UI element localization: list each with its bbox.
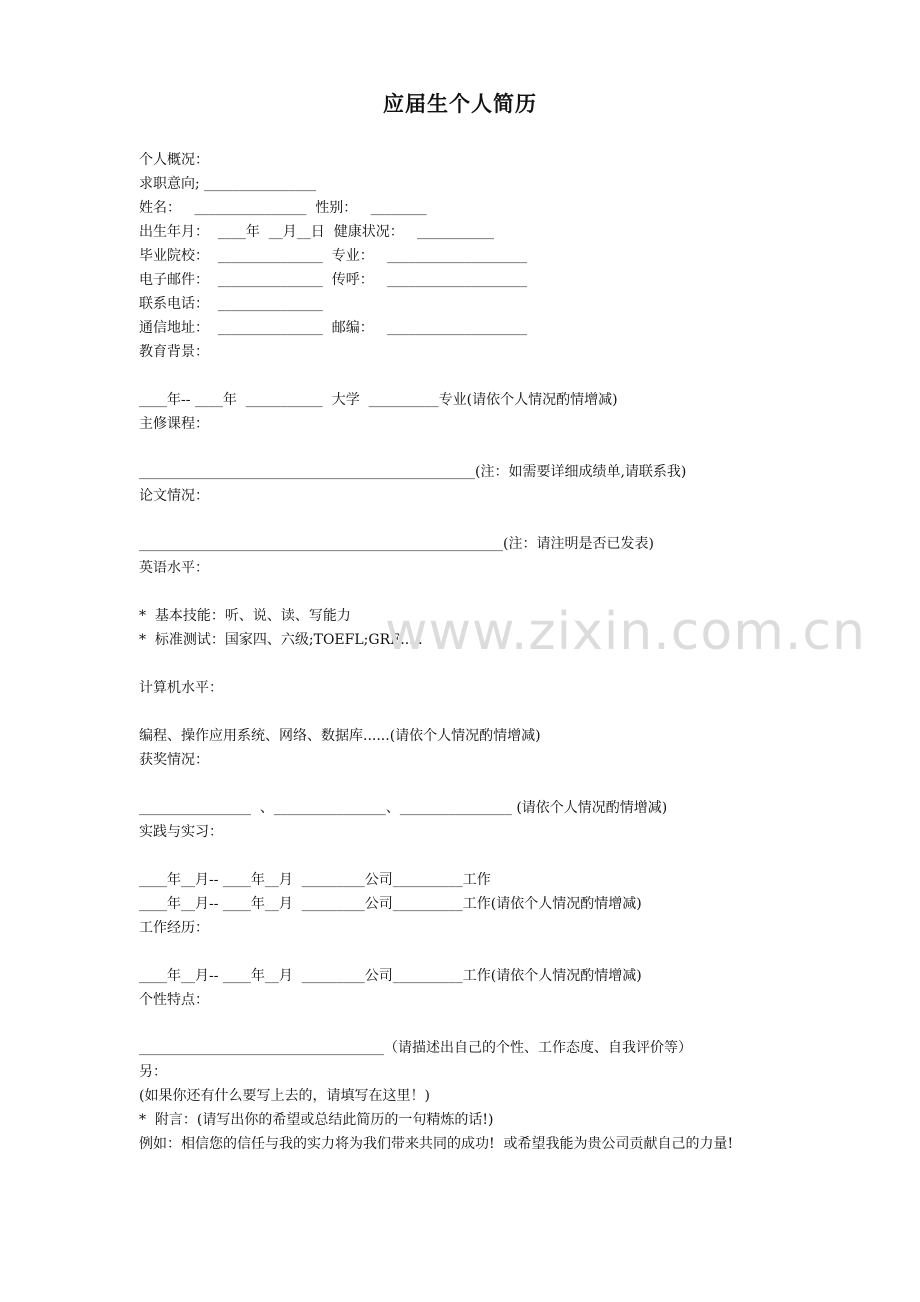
personality-entry: ___________________________________（请描述出自己的个性、工作态度、自我评价等） xyxy=(139,1040,692,1056)
section-heading-computer: 计算机水平： xyxy=(139,680,223,696)
section-heading-education: 教育背景： xyxy=(139,344,209,360)
practice-entry: ____年__月-- ____年__月 _________公司__________工作 xyxy=(139,872,491,888)
practice-entry: ____年__月-- ____年__月 _________公司__________工作(请依个人情况酌情增减) xyxy=(139,896,642,912)
field-birth-health: 出生年月： ____年 __月__日 健康状况： ___________ xyxy=(139,224,495,240)
section-heading-personality: 个性特点： xyxy=(139,992,209,1008)
section-heading-awards: 获奖情况： xyxy=(139,752,209,768)
section-heading-practice: 实践与实习： xyxy=(139,824,223,840)
document-title: 应届生个人简历 xyxy=(383,92,537,116)
awards-entry: ________________ 、________________、________________ (请依个人情况酌情增减) xyxy=(139,800,668,816)
watermark: www.zixin.com.cn xyxy=(385,602,866,662)
section-heading-work: 工作经历： xyxy=(139,920,209,936)
section-heading-courses: 主修课程： xyxy=(139,416,209,432)
thesis-entry: ____________________________________________________(注：请注明是否已发表) xyxy=(139,536,654,552)
field-job-intention: 求职意向; ________________ xyxy=(139,176,317,192)
section-heading-personal: 个人概况： xyxy=(139,152,209,168)
computer-skills-entry: 编程、操作应用系统、网络、数据库......(请依个人情况酌情增减) xyxy=(139,728,541,744)
postscript-line: * 附言：(请写出你的希望或总结此简历的一句精炼的话!) xyxy=(139,1112,494,1128)
english-standard-tests: * 标准测试：国家四、六级;TOEFL;GRE..... xyxy=(139,632,423,648)
section-heading-other: 另： xyxy=(139,1064,167,1080)
courses-entry: ________________________________________________(注：如需要详细成绩单,请联系我) xyxy=(139,464,687,480)
work-entry: ____年__月-- ____年__月 _________公司__________工作(请依个人情况酌情增减) xyxy=(139,968,642,984)
field-address-zip: 通信地址： _______________ 邮编： ____________________ xyxy=(139,320,528,336)
field-email-pager: 电子邮件： _______________ 传呼： ____________________ xyxy=(139,272,528,288)
education-entry: ____年-- ____年 ___________ 大学 __________专业(请依个人情况酌情增减) xyxy=(139,392,618,408)
other-note: (如果你还有什么要写上去的，请填写在这里！) xyxy=(139,1088,430,1104)
english-basic-skills: * 基本技能：听、说、读、写能力 xyxy=(139,608,351,624)
section-heading-english: 英语水平： xyxy=(139,560,209,576)
section-heading-thesis: 论文情况： xyxy=(139,488,209,504)
field-phone: 联系电话： _______________ xyxy=(139,296,323,312)
example-line: 例如：相信您的信任与我的实力将为我们带来共同的成功! 或希望我能为贵公司贡献自己的力量! xyxy=(139,1136,734,1152)
field-name-gender: 姓名： ________________ 性别： ________ xyxy=(139,200,427,216)
field-school-major: 毕业院校： _______________ 专业： ____________________ xyxy=(139,248,528,264)
